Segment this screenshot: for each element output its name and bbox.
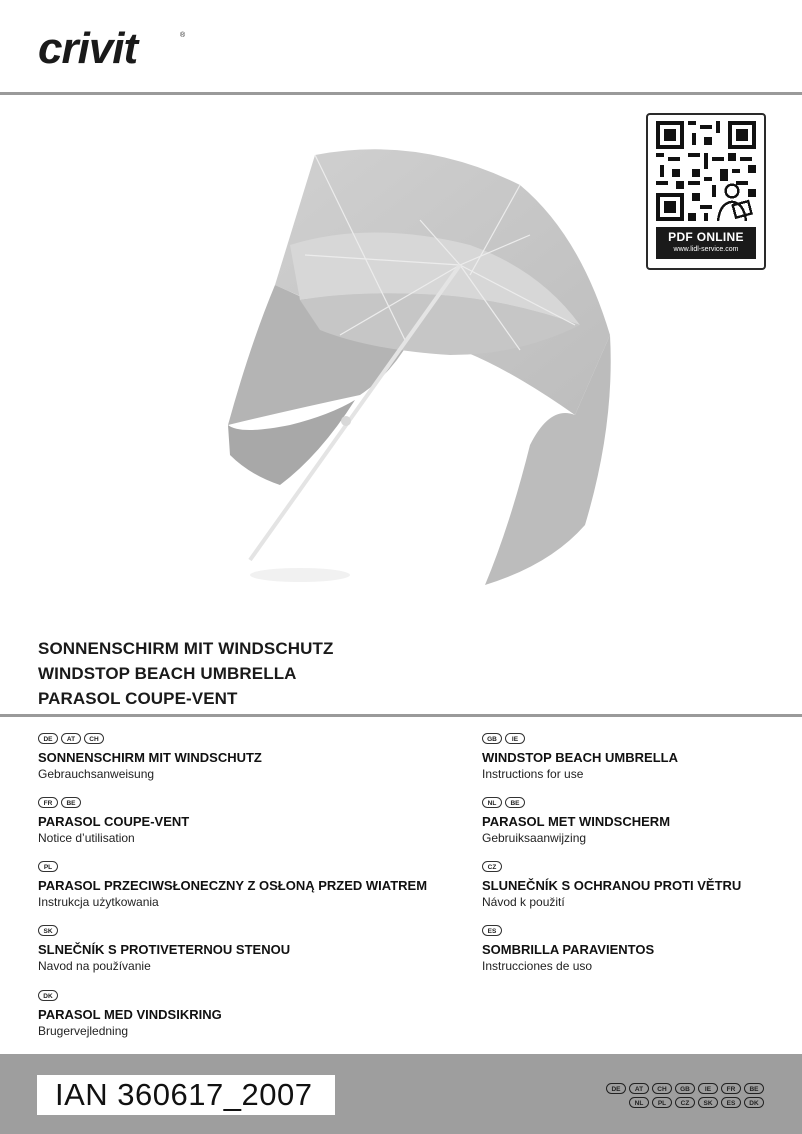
country-code-badge: CH [652,1083,672,1094]
entry-title: WINDSTOP BEACH UMBRELLA [482,750,678,765]
product-title-en: WINDSTOP BEACH UMBRELLA [38,664,297,683]
entry-subtitle: Gebrauchsanweisung [38,767,155,781]
entry-title: PARASOL PRZECIWSŁONECZNY Z OSŁONĄ PRZED WIATREM [38,878,428,893]
language-entry-gb[interactable] [482,733,782,782]
ian-number: IAN 360617_2007 [55,1077,313,1112]
country-flags [482,797,782,810]
country-code-badge: DE [38,733,58,744]
country-code-badge: ES [482,925,502,936]
language-entry-dk[interactable] [38,990,478,1039]
country-code-badge: BE [61,797,81,808]
section-divider [0,714,802,717]
country-code-badge: AT [629,1083,649,1094]
country-code-badge: CH [84,733,104,744]
entry-title: PARASOL MED VINDSIKRING [38,1007,222,1022]
registered-mark: ® [180,32,186,39]
beach-umbrella-image [220,125,640,600]
product-title-de: SONNENSCHIRM MIT WINDSCHUTZ [38,639,334,658]
crivit-logo [38,18,188,80]
language-entry-cz[interactable] [482,861,782,910]
entry-subtitle: Instrucciones de uso [482,959,593,973]
qr-code-panel[interactable] [646,113,766,270]
country-code-badge: PL [652,1097,672,1108]
country-code-badge: GB [675,1083,695,1094]
country-code-badge: DE [606,1083,626,1094]
entry-title: SOMBRILLA PARAVIENTOS [482,942,655,957]
country-code-badge: CZ [675,1097,695,1108]
country-code-badge: IE [698,1083,718,1094]
country-flags [38,797,478,810]
language-entry-nl[interactable] [482,797,782,846]
entry-title: PARASOL COUPE-VENT [38,814,190,829]
country-flags [38,861,478,874]
footer-country-flags [584,1083,764,1111]
country-flags [38,990,478,1003]
country-code-badge: BE [505,797,525,808]
country-code-badge: DK [744,1097,764,1108]
country-code-badge: SK [698,1097,718,1108]
country-code-badge: NL [629,1097,649,1108]
ian-box [37,1075,335,1115]
language-entry-fr[interactable] [38,797,478,846]
header-divider [0,92,802,95]
entry-subtitle: Brugervejledning [38,1024,129,1038]
language-entry-de[interactable] [38,733,478,782]
entry-title: SLUNEČNÍK S OCHRANOU PROTI VĚTRU [482,878,742,893]
language-entry-es[interactable] [482,925,782,974]
entry-title: SLNEČNÍK S PROTIVETERNOU STENOU [38,942,291,957]
footer-flags-row [584,1083,764,1094]
country-code-badge: DK [38,990,58,1001]
entry-title: PARASOL MET WINDSCHERM [482,814,671,829]
language-entry-sk[interactable] [38,925,478,974]
logo-text: crivit [38,24,138,73]
pdf-online-url: www.lidl-service.com [673,246,739,253]
country-code-badge: CZ [482,861,502,872]
country-flags [482,925,782,938]
country-code-badge: SK [38,925,58,936]
country-code-badge: PL [38,861,58,872]
entry-subtitle: Navod na používanie [38,959,151,973]
country-code-badge: FR [721,1083,741,1094]
qr-code-icon [656,121,756,221]
country-flags [482,733,782,746]
country-code-badge: BE [744,1083,764,1094]
country-flags [38,925,478,938]
pdf-online-badge [656,227,756,259]
entry-subtitle: Notice d’utilisation [38,831,135,845]
product-title-fr: PARASOL COUPE-VENT [38,689,238,708]
country-code-badge: IE [505,733,525,744]
country-flags [482,861,782,874]
country-code-badge: GB [482,733,502,744]
footer-flags-row [584,1097,764,1108]
entry-subtitle: Gebruiksaanwijzing [482,831,587,845]
language-entry-pl[interactable] [38,861,478,910]
entry-subtitle: Návod k použití [482,895,565,909]
country-code-badge: NL [482,797,502,808]
country-code-badge: AT [61,733,81,744]
entry-subtitle: Instrukcja użytkowania [38,895,159,909]
country-code-badge: FR [38,797,58,808]
entry-subtitle: Instructions for use [482,767,584,781]
entry-title: SONNENSCHIRM MIT WINDSCHUTZ [38,750,262,765]
country-flags [38,733,478,746]
pdf-online-label: PDF ONLINE [668,230,744,244]
country-code-badge: ES [721,1097,741,1108]
